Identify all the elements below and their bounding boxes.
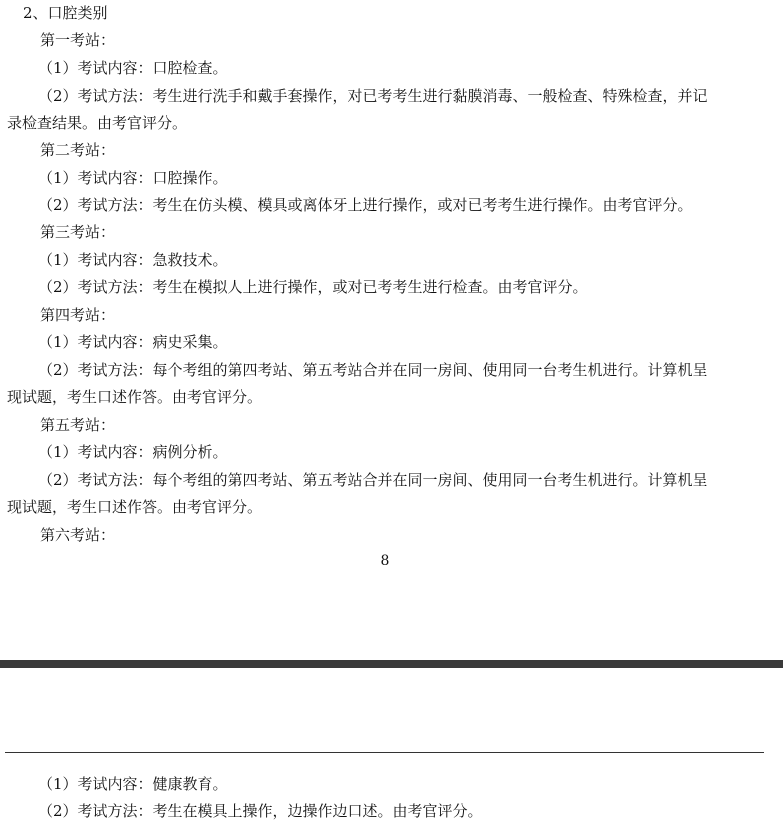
station-1-method-line-1: （2）考试方法：考生进行洗手和戴手套操作，对已考考生进行黏膜消毒、一般检查、特殊检查，并记 — [38, 87, 708, 105]
station-6-method-line-1: （2）考试方法：考生在模具上操作，边操作边口述。由考官评分。 — [38, 802, 483, 820]
station-4-content: （1）考试内容：病史采集。 — [38, 333, 228, 351]
station-6-title: 第六考站： — [40, 526, 116, 544]
section-heading: 2、口腔类别 — [23, 4, 108, 22]
station-3-title: 第三考站： — [40, 223, 116, 241]
station-5-method-line-1: （2）考试方法：每个考组的第四考站、第五考站合并在同一房间、使用同一台考生机进行。计算机呈 — [38, 471, 708, 489]
station-1-content: （1）考试内容：口腔检查。 — [38, 59, 228, 77]
station-2-content: （1）考试内容：口腔操作。 — [38, 169, 228, 187]
page-separator — [0, 660, 783, 668]
station-5-content: （1）考试内容：病例分析。 — [38, 443, 228, 461]
page-number: 8 — [380, 553, 390, 569]
station-4-method-line-2: 现试题，考生口述作答。由考官评分。 — [7, 388, 263, 406]
header-rule — [5, 752, 764, 753]
station-3-content: （1）考试内容：急救技术。 — [38, 251, 228, 269]
station-4-title: 第四考站： — [40, 306, 116, 324]
station-5-method-line-2: 现试题，考生口述作答。由考官评分。 — [7, 498, 263, 516]
station-2-title: 第二考站： — [40, 141, 116, 159]
station-2-method-line-1: （2）考试方法：考生在仿头模、模具或离体牙上进行操作，或对已考考生进行操作。由考官评分。 — [38, 196, 693, 214]
station-4-method-line-1: （2）考试方法：每个考组的第四考站、第五考站合并在同一房间、使用同一台考生机进行。计算机呈 — [38, 361, 708, 379]
station-3-method-line-1: （2）考试方法：考生在模拟人上进行操作，或对已考考生进行检查。由考官评分。 — [38, 278, 588, 296]
station-6-content: （1）考试内容：健康教育。 — [38, 775, 228, 793]
document-page-9 — [0, 668, 783, 822]
station-1-title: 第一考站： — [40, 31, 116, 49]
station-5-title: 第五考站： — [40, 416, 116, 434]
station-1-method-line-2: 录检查结果。由考官评分。 — [7, 114, 188, 132]
